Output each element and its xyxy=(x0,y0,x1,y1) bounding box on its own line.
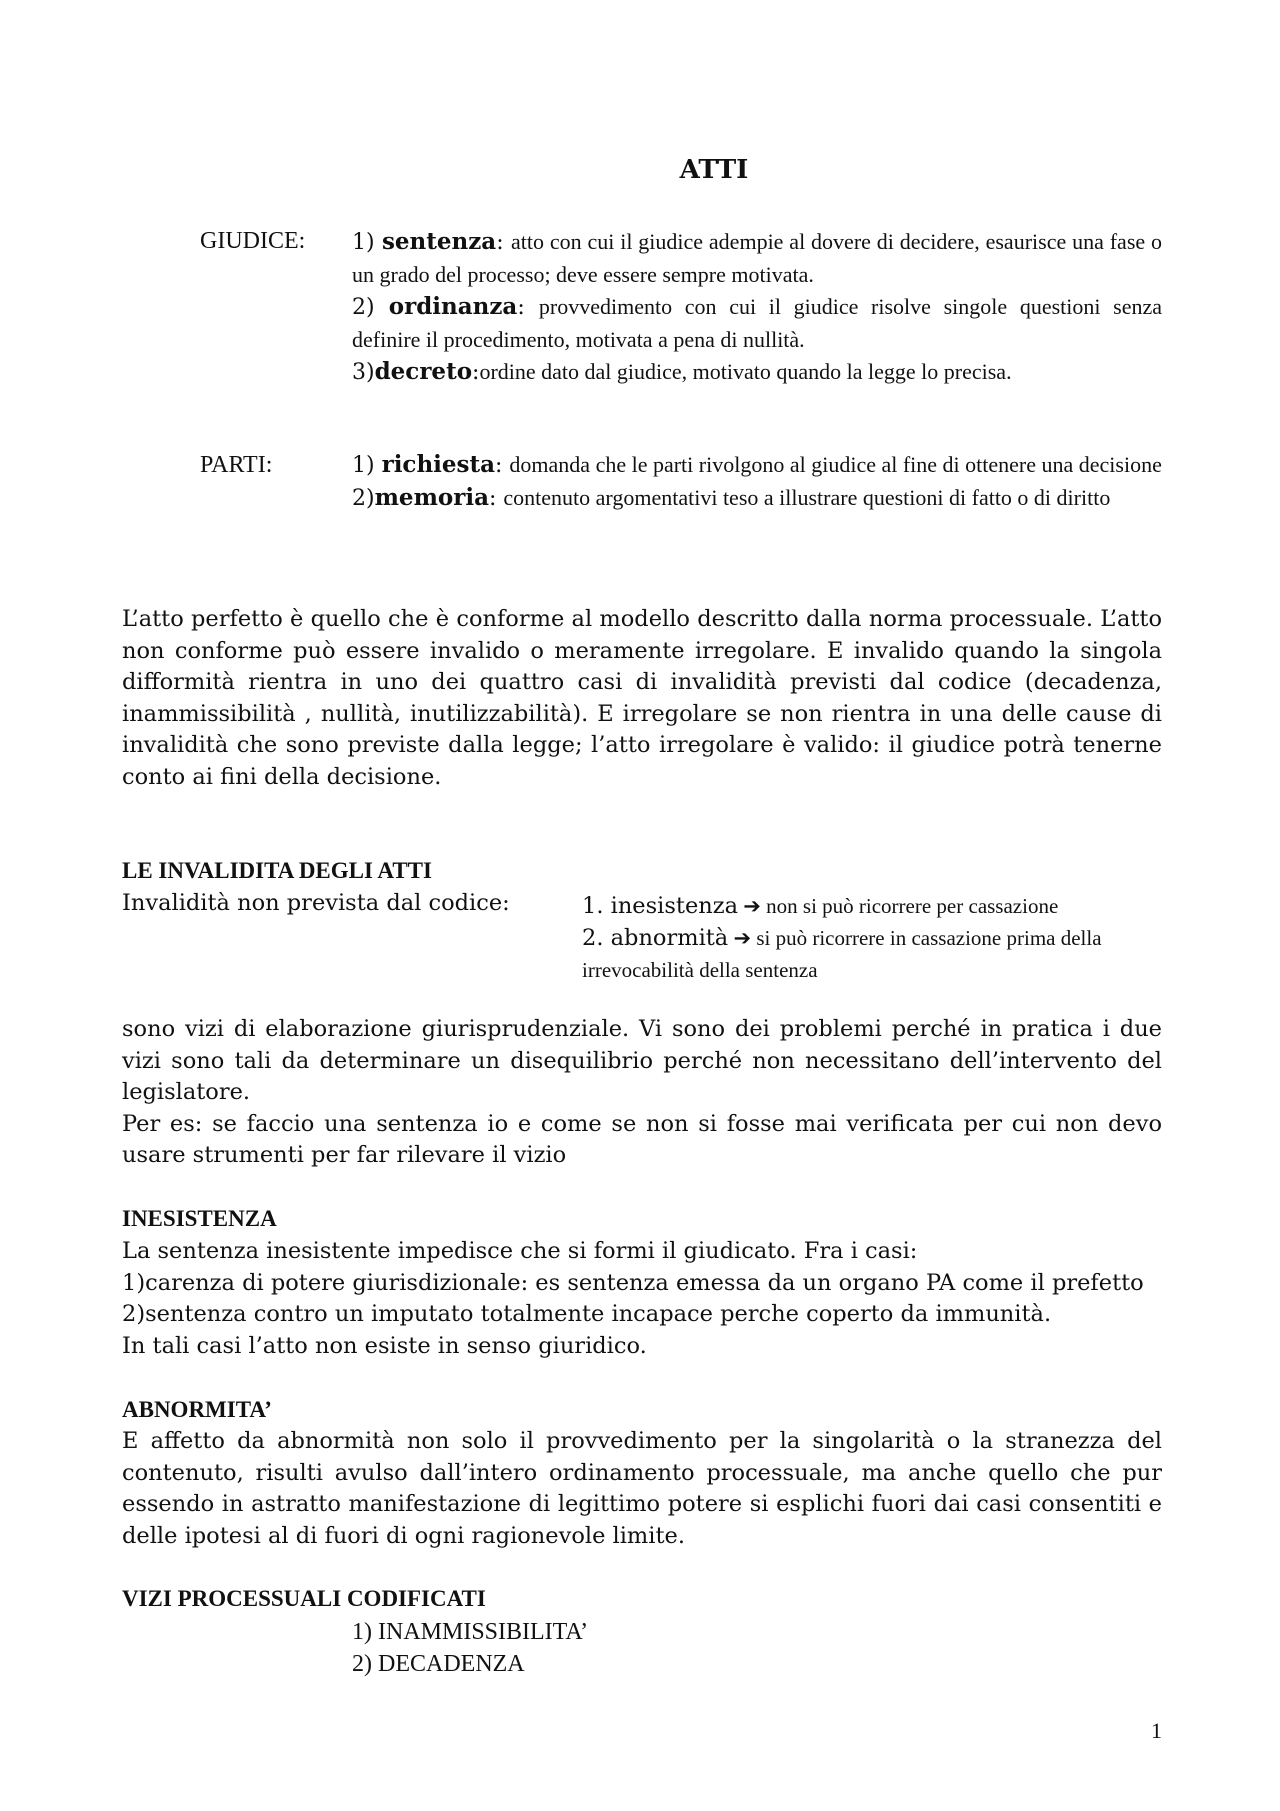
definition-text: ordine dato dal giudice, motivato quando la legge lo precisa. xyxy=(479,359,1012,384)
definition-ordinanza xyxy=(352,291,1162,356)
paragraph-line: La sentenza inesistente impedisce che si formi il giudicato. Fra i casi: xyxy=(122,1238,918,1264)
definition-text: domanda che le parti rivolgono al giudice al fine di ottenere una decisione xyxy=(509,452,1162,477)
separator: : xyxy=(472,360,480,385)
item-number: 3) xyxy=(352,360,375,385)
arrow-right-icon: ➔ xyxy=(743,894,761,918)
giudice-definitions xyxy=(352,226,1162,389)
definition-text: provvedimento con cui il giudice risolve singole questioni senza definire il procedimento, motivata a pena di nullità. xyxy=(352,294,1163,352)
item-number: 1. xyxy=(582,893,611,919)
definition-sentenza xyxy=(352,226,1162,291)
arrow-right-icon: ➔ xyxy=(733,926,752,950)
paragraph-text: L’atto perfetto è quello che è conforme al modello descritto dalla norma processuale. L’atto non conforme può essere invalido o meramente irregolare. E invalido quando la singola difformità rientra in uno dei quattro casi di invalidità previsti dal codice (decadenza, inammissibilità , nullità, inutilizzabilità). E irregolare se non rientra in una delle cause di invalidità che sono previste dalla legge; l’atto irregolare è valido: il giudice potrà tenerne conto ai fini della decisione. xyxy=(122,606,1162,790)
list-item-abnormita xyxy=(582,922,1172,986)
list-item-inesistenza xyxy=(582,890,1172,922)
paragraph-text: E affetto da abnormità non solo il provvedimento per la singolarità o la stranezza del contenuto, risulti avulso dall’intero ordinamento processuale, ma anche quello che pur essendo in astratto manifestazione di legittimo potere si esplichi fuori dai casi consentiti e delle ipotesi al di fuori di ogni ragionevole limite. xyxy=(122,1428,1162,1549)
item-description: si può ricorrere in cassazione prima della irrevocabilità della sentenza xyxy=(582,926,1102,982)
item-number: 1) xyxy=(352,230,382,255)
term-sentenza: sentenza xyxy=(381,228,497,255)
page-number: 1 xyxy=(1151,1718,1162,1743)
paragraph-vizi xyxy=(122,1014,1162,1172)
paragraph-example: Per es: se faccio una sentenza io e come se non si fosse mai verificata per cui non devo usare strumenti per far rilevare il vizio xyxy=(122,1110,1162,1168)
item-number: 2. xyxy=(582,925,611,951)
list-item: 2) DECADENZA xyxy=(352,1651,525,1677)
paragraph-inesistenza xyxy=(122,1236,1162,1362)
separator: : xyxy=(489,486,504,511)
invalidita-list xyxy=(582,890,1172,986)
item-number: 2) xyxy=(352,295,389,320)
definition-memoria xyxy=(352,482,1162,515)
term-decreto: decreto xyxy=(374,358,473,385)
paragraph-text: sono vizi di elaborazione giurisprudenziale. Vi sono dei problemi perché in pratica i due vizi sono tali da determinare un disequilibrio perché non necessitano dell’intervento del legislatore. xyxy=(122,1016,1162,1105)
term-ordinanza: ordinanza xyxy=(388,293,518,320)
heading-inesistenza: INESISTENZA xyxy=(122,1206,277,1231)
definition-text: atto con cui il giudice adempie al dovere di decidere, esaurisce una fase o un grado del processo; deve essere sempre motivata. xyxy=(352,229,1163,287)
term-abnormita: abnormità xyxy=(610,925,729,951)
term-inesistenza: inesistenza xyxy=(610,893,739,919)
giudice-label: GIUDICE: xyxy=(200,228,306,254)
separator: : xyxy=(495,453,510,478)
definition-text: contenuto argomentativi teso a illustrare questioni di fatto o di diritto xyxy=(503,485,1111,510)
parti-label: PARTI: xyxy=(200,452,273,478)
paragraph-line: In tali casi l’atto non esiste in senso giuridico. xyxy=(122,1332,647,1359)
paragraph-line: 2)sentenza contro un imputato totalmente incapace perche coperto da immunità. xyxy=(122,1301,1052,1327)
definition-decreto xyxy=(352,356,1162,389)
paragraph-abnormita xyxy=(122,1426,1162,1552)
separator: : xyxy=(517,295,539,320)
paragraph-atto-perfetto xyxy=(122,604,1162,793)
vizi-codificati-list xyxy=(352,1616,588,1680)
item-description: non si può ricorrere per cassazione xyxy=(766,894,1059,918)
definition-richiesta xyxy=(352,449,1162,482)
heading-invalidita: LE INVALIDITA DEGLI ATTI xyxy=(122,858,432,883)
item-number: 1) xyxy=(352,453,382,478)
heading-abnormita: ABNORMITA’ xyxy=(122,1397,272,1422)
term-richiesta: richiesta xyxy=(381,451,496,478)
separator: : xyxy=(496,230,511,255)
heading-vizi-codificati: VIZI PROCESSUALI CODIFICATI xyxy=(122,1586,486,1611)
item-number: 2) xyxy=(352,486,375,511)
parti-definitions xyxy=(352,449,1162,515)
list-item: 1) INAMMISSIBILITA’ xyxy=(352,1619,589,1645)
paragraph-line: 1)carenza di potere giurisdizionale: es sentenza emessa da un organo PA come il prefetto xyxy=(122,1269,1144,1296)
invalidita-label: Invalidità non prevista dal codice: xyxy=(122,890,510,916)
term-memoria: memoria xyxy=(374,484,489,511)
page-title: ATTI xyxy=(679,155,749,185)
